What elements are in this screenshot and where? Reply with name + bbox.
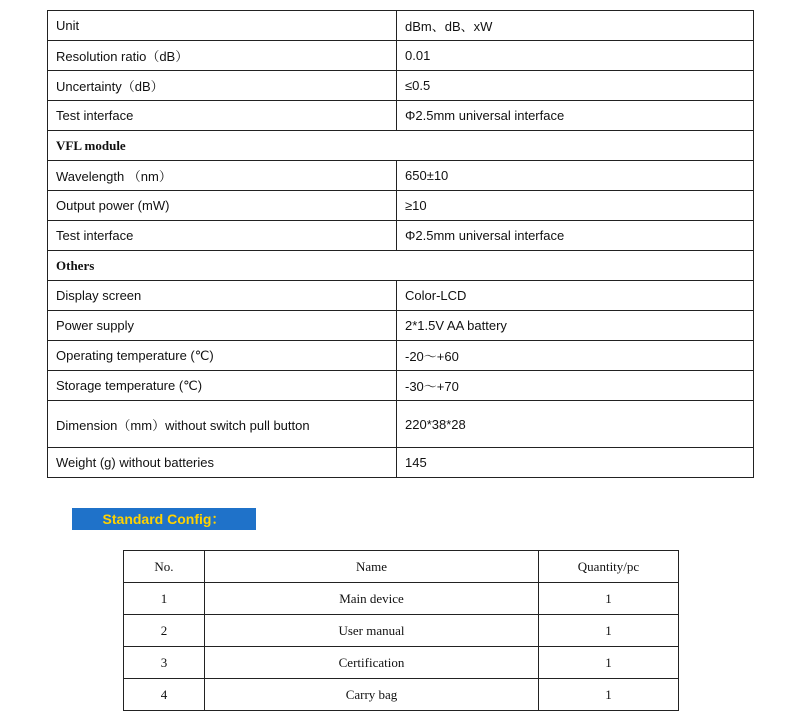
spec-section-title: VFL module: [48, 131, 754, 161]
spec-row: [48, 448, 754, 478]
spec-label: Uncertainty（dB）: [48, 71, 397, 101]
spec-label: Test interface: [48, 101, 397, 131]
config-cell: 4: [124, 679, 205, 711]
spec-value: Color-LCD: [397, 281, 754, 311]
config-row: [124, 679, 679, 711]
spec-label: Output power (mW): [48, 191, 397, 221]
spec-row: [48, 41, 754, 71]
spec-label: Wavelength （nm）: [48, 161, 397, 191]
config-header-row: [124, 551, 679, 583]
spec-label: Display screen: [48, 281, 397, 311]
config-cell: 1: [539, 647, 679, 679]
spec-row: [48, 401, 754, 448]
spec-row: [48, 101, 754, 131]
spec-value: 0.01: [397, 41, 754, 71]
spec-row: [48, 71, 754, 101]
spec-label: Test interface: [48, 221, 397, 251]
spec-value: Φ2.5mm universal interface: [397, 221, 754, 251]
spec-label: Storage temperature (℃): [48, 371, 397, 401]
spec-value: Φ2.5mm universal interface: [397, 101, 754, 131]
config-row: [124, 615, 679, 647]
config-column-header: Name: [205, 551, 539, 583]
spec-row: [48, 11, 754, 41]
spec-value: ≥10: [397, 191, 754, 221]
config-cell: 1: [539, 615, 679, 647]
spec-value: -20～+60: [397, 341, 754, 371]
spec-label: Weight (g) without batteries: [48, 448, 397, 478]
config-cell: Main device: [205, 583, 539, 615]
standard-config-title: Standard Config：: [72, 508, 256, 530]
config-row: [124, 583, 679, 615]
spec-value: ≤0.5: [397, 71, 754, 101]
standard-config-table-body: [124, 551, 679, 711]
config-cell: 2: [124, 615, 205, 647]
spec-value: -30～+70: [397, 371, 754, 401]
spec-label: Unit: [48, 11, 397, 41]
spec-row: [48, 281, 754, 311]
config-column-header: Quantity/pc: [539, 551, 679, 583]
spec-label: Resolution ratio（dB）: [48, 41, 397, 71]
config-cell: 1: [539, 583, 679, 615]
spec-row: [48, 191, 754, 221]
spec-row: [48, 371, 754, 401]
spec-value: 2*1.5V AA battery: [397, 311, 754, 341]
spec-label: Dimension（mm）without switch pull button: [48, 401, 397, 448]
config-cell: 3: [124, 647, 205, 679]
spec-value: 220*38*28: [397, 401, 754, 448]
standard-config-table: [123, 550, 679, 711]
config-cell: Certification: [205, 647, 539, 679]
spec-row: [48, 221, 754, 251]
spec-row: [48, 311, 754, 341]
config-cell: Carry bag: [205, 679, 539, 711]
spec-value: 650±10: [397, 161, 754, 191]
spec-row: [48, 341, 754, 371]
spec-value: dBm、dB、xW: [397, 11, 754, 41]
spec-section-row: [48, 131, 754, 161]
spec-section-row: [48, 251, 754, 281]
config-cell: 1: [539, 679, 679, 711]
spec-table-body: [48, 11, 754, 478]
spec-row: [48, 161, 754, 191]
config-cell: User manual: [205, 615, 539, 647]
config-cell: 1: [124, 583, 205, 615]
spec-label: Operating temperature (℃): [48, 341, 397, 371]
spec-label: Power supply: [48, 311, 397, 341]
spec-section-title: Others: [48, 251, 754, 281]
config-column-header: No.: [124, 551, 205, 583]
spec-value: 145: [397, 448, 754, 478]
config-row: [124, 647, 679, 679]
spec-table: [47, 10, 754, 478]
